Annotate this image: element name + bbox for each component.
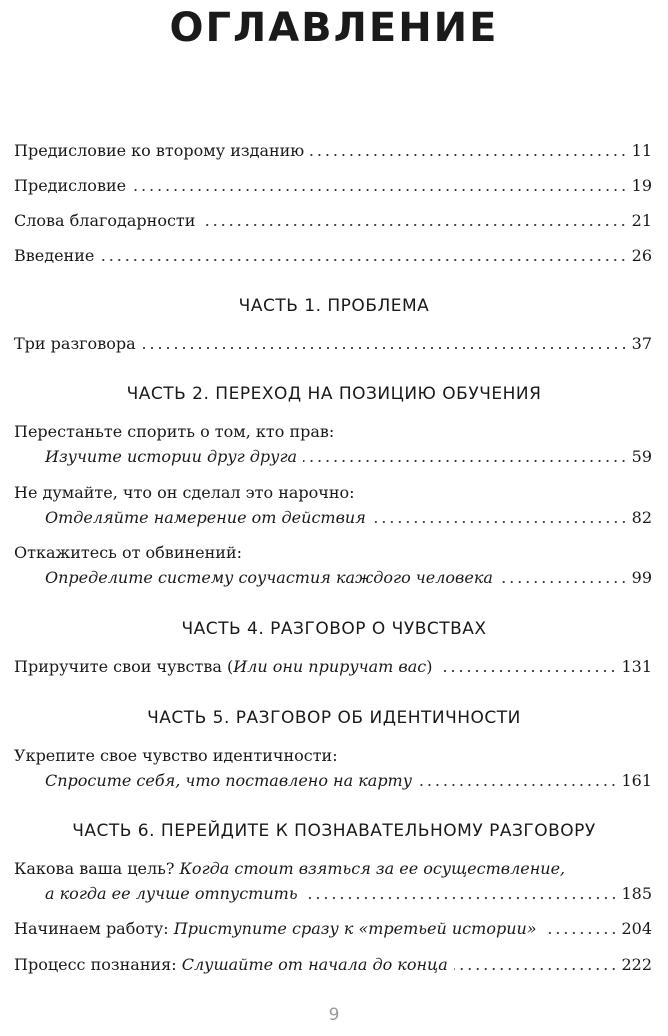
toc-entry[interactable] (14, 656, 652, 678)
page-number: 99 (631, 568, 652, 587)
entry-title-plain: Начинаем работу: (14, 919, 169, 938)
dot-leader (201, 223, 627, 227)
dot-leader (132, 188, 628, 192)
page-number: 185 (621, 884, 652, 903)
toc-entry[interactable] (14, 140, 652, 162)
dot-leader (372, 520, 628, 524)
page-title: ОГЛАВЛЕНИЕ (169, 5, 499, 51)
toc-entry[interactable] (45, 883, 652, 905)
page-number: 222 (621, 955, 652, 974)
page-number: 59 (631, 447, 652, 466)
toc-entry[interactable] (14, 210, 652, 232)
entry-title: Предисловие ко второму изданию (14, 141, 305, 160)
dot-leader (454, 967, 618, 971)
entry-title: Три разговора (14, 334, 136, 353)
entry-title (14, 656, 432, 678)
dot-leader (304, 896, 618, 900)
part-heading: ЧАСТЬ 6. ПЕРЕЙДИТЕ К ПОЗНАВАТЕЛЬНОМУ РАЗГОВОРУ (72, 821, 596, 841)
entry-title: Предисловие (14, 176, 127, 195)
entry-title: Введение (14, 246, 95, 265)
toc-entry[interactable] (14, 333, 652, 355)
dot-leader (303, 459, 628, 463)
entry-title-italic: Приступите сразу к «третьей истории» (173, 919, 537, 938)
entry-lead: Перестаньте спорить о том, кто прав: (14, 422, 335, 441)
dot-leader (310, 153, 627, 157)
page-number: 21 (631, 211, 652, 230)
page-number: 26 (631, 246, 652, 265)
dot-leader (142, 346, 628, 350)
entry-subtitle: а когда ее лучше отпустить (45, 884, 298, 903)
page-number: 131 (621, 657, 652, 676)
entry-title-tail: ) (426, 657, 433, 676)
page-number: 19 (631, 176, 652, 195)
folio-page-number: 9 (328, 1005, 340, 1025)
toc-entry[interactable] (14, 175, 652, 197)
entry-title-italic: Слушайте от начала до конца (181, 955, 448, 974)
entry-title-italic: Или они приручат вас (233, 657, 427, 676)
dot-leader (499, 580, 628, 584)
entry-lead-plain: Какова ваша цель? (14, 859, 175, 878)
toc-entry[interactable] (14, 954, 652, 976)
entry-lead (14, 858, 652, 880)
toc-entry[interactable] (45, 507, 652, 529)
entry-title: Слова благодарности (14, 211, 196, 230)
dot-leader (100, 258, 627, 262)
page-number: 161 (621, 771, 652, 790)
page-number: 82 (631, 508, 652, 527)
page-number: 204 (621, 919, 652, 938)
toc-entry[interactable] (14, 918, 652, 940)
entry-title (14, 954, 448, 976)
toc-entry[interactable] (45, 446, 652, 468)
dot-leader (438, 669, 617, 673)
entry-subtitle: Отделяйте намерение от действия (45, 508, 366, 527)
dot-leader (543, 931, 618, 935)
entry-lead-italic: Когда стоит взяться за ее осуществление, (179, 859, 566, 878)
entry-lead: Укрепите свое чувство идентичности: (14, 746, 338, 765)
part-heading: ЧАСТЬ 2. ПЕРЕХОД НА ПОЗИЦИЮ ОБУЧЕНИЯ (126, 384, 542, 404)
entry-subtitle: Определите систему соучастия каждого человека (45, 568, 493, 587)
entry-title (14, 918, 537, 940)
part-heading: ЧАСТЬ 4. РАЗГОВОР О ЧУВСТВАХ (181, 619, 487, 639)
entry-title-plain: Приручите свои чувства ( (14, 657, 234, 676)
page-number: 37 (631, 334, 652, 353)
dot-leader (418, 783, 617, 787)
toc-entry[interactable] (14, 245, 652, 267)
part-heading: ЧАСТЬ 1. ПРОБЛЕМА (238, 296, 430, 316)
part-heading: ЧАСТЬ 5. РАЗГОВОР ОБ ИДЕНТИЧНОСТИ (147, 708, 521, 728)
page-number: 11 (631, 141, 652, 160)
entry-subtitle: Изучите истории друг друга (45, 447, 298, 466)
entry-subtitle: Спросите себя, что поставлено на карту (45, 771, 413, 790)
toc-entry[interactable] (45, 567, 652, 589)
toc-entry[interactable] (45, 770, 652, 792)
entry-lead: Откажитесь от обвинений: (14, 543, 242, 562)
entry-title-plain: Процесс познания: (14, 955, 177, 974)
entry-lead: Не думайте, что он сделал это нарочно: (14, 483, 355, 502)
